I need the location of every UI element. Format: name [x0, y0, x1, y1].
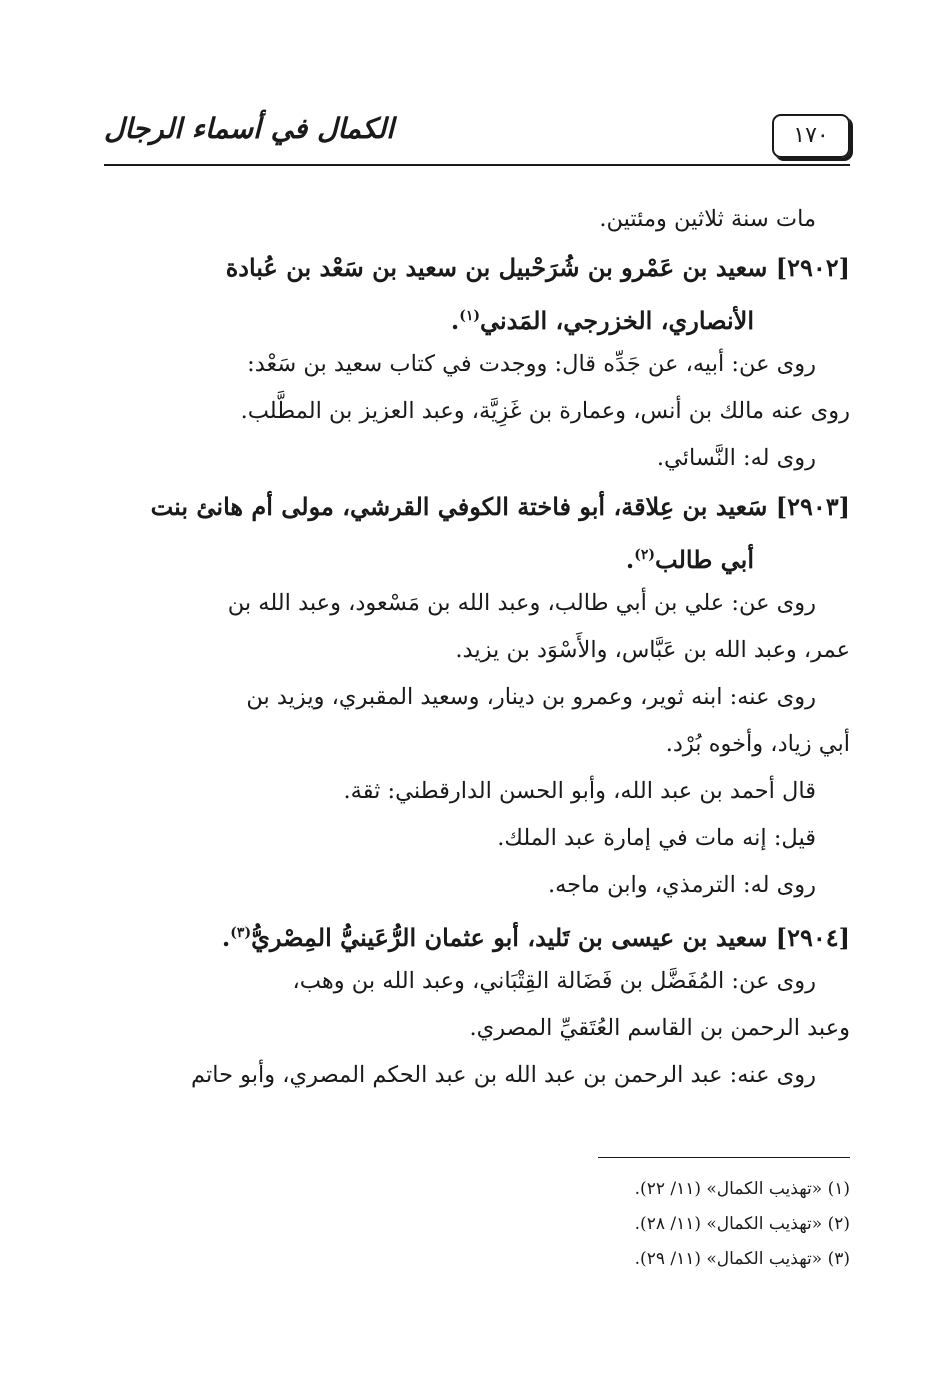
footnote-rule — [598, 1157, 850, 1158]
text-line: وعبد الرحمن بن القاسم العُتَقيِّ المصري. — [469, 1015, 850, 1041]
entry-heading-2904: [٢٩٠٤] سعيد بن عيسى بن تَليد، أبو عثمان الرُّعَينيُّ المِصْريُّ$^{(٣)}$. — [221, 923, 850, 952]
entry-2903-kunya: أبي طالب — [655, 545, 754, 574]
text-line: روى له: الترمذي، وابن ماجه. — [547, 872, 816, 898]
page-number: ١٧٠ — [772, 114, 850, 158]
running-title: الكمال في أسماء الرجال — [104, 112, 394, 145]
entry-heading-2902: [٢٩٠٢] سعيد بن عَمْرو بن شُرَحْبيل بن سعيد بن سَعْد بن عُبادة — [225, 253, 850, 282]
text-line: قال أحمد بن عبد الله، وأبو الحسن الدارقطني: ثقة. — [343, 778, 816, 804]
text-line: قيل: إنه مات في إمارة عبد الملك. — [497, 825, 816, 851]
footnote-ref-1: (١) — [459, 308, 480, 324]
text-line: أبي زياد، وأخوه بُرْد. — [665, 731, 850, 757]
text-line: مات سنة ثلاثين ومئتين. — [599, 206, 816, 232]
entry-heading-2902-cont: الأنصاري، الخزرجي، المَدني$^{(١)}$. — [450, 306, 754, 335]
entry-2902-nisba: الأنصاري، الخزرجي، المَدني — [479, 306, 754, 335]
footnote-1: (١) «تهذيب الكمال» (١١/ ٢٢). — [634, 1179, 850, 1199]
text-line: روى له: النَّسائي. — [656, 445, 816, 471]
entry-2904-name: [٢٩٠٤] سعيد بن عيسى بن تَليد، أبو عثمان الرُّعَينيُّ المِصْريُّ — [251, 923, 850, 952]
text-line: روى عنه: عبد الرحمن بن عبد الله بن عبد الحكم المصري، وأبو حاتم — [190, 1062, 816, 1088]
footnotes — [104, 1172, 850, 1277]
footnote-ref-3: (٣) — [230, 925, 252, 941]
entry-heading-2903-cont: أبي طالب$^{(٢)}$. — [625, 545, 754, 574]
text-line: عمر، وعبد الله بن عَبَّاس، والأَسْوَد بن يزيد. — [455, 637, 850, 663]
text-line: روى عن: علي بن أبي طالب، وعبد الله بن مَسْعود، وعبد الله بن — [227, 590, 816, 616]
footnote-3: (٣) «تهذيب الكمال» (١١/ ٢٩). — [634, 1249, 850, 1269]
entry-heading-2903: [٢٩٠٣] سَعيد بن عِلاقة، أبو فاختة الكوفي القرشي، مولى أم هانئ بنت — [150, 492, 850, 521]
page-header — [104, 104, 850, 164]
footnote-ref-2: (٢) — [634, 547, 655, 563]
footnote-2: (٢) «تهذيب الكمال» (١١/ ٢٨). — [634, 1214, 850, 1234]
text-line: روى عن: المُفَضَّل بن فَضَالة القِتْبَاني، وعبد الله بن وهب، — [292, 968, 816, 994]
text-line: روى عنه مالك بن أنس، وعمارة بن غَزِيَّة، وعبد العزيز بن المطَّلب. — [240, 398, 850, 424]
text-line: روى عنه: ابنه ثوير، وعمرو بن دينار، وسعيد المقبري، ويزيد بن — [246, 684, 816, 710]
header-rule — [104, 164, 850, 166]
main-text — [104, 196, 850, 1099]
text-line: روى عن: أبيه، عن جَدِّه قال: ووجدت في كتاب سعيد بن سَعْد: — [247, 351, 816, 377]
